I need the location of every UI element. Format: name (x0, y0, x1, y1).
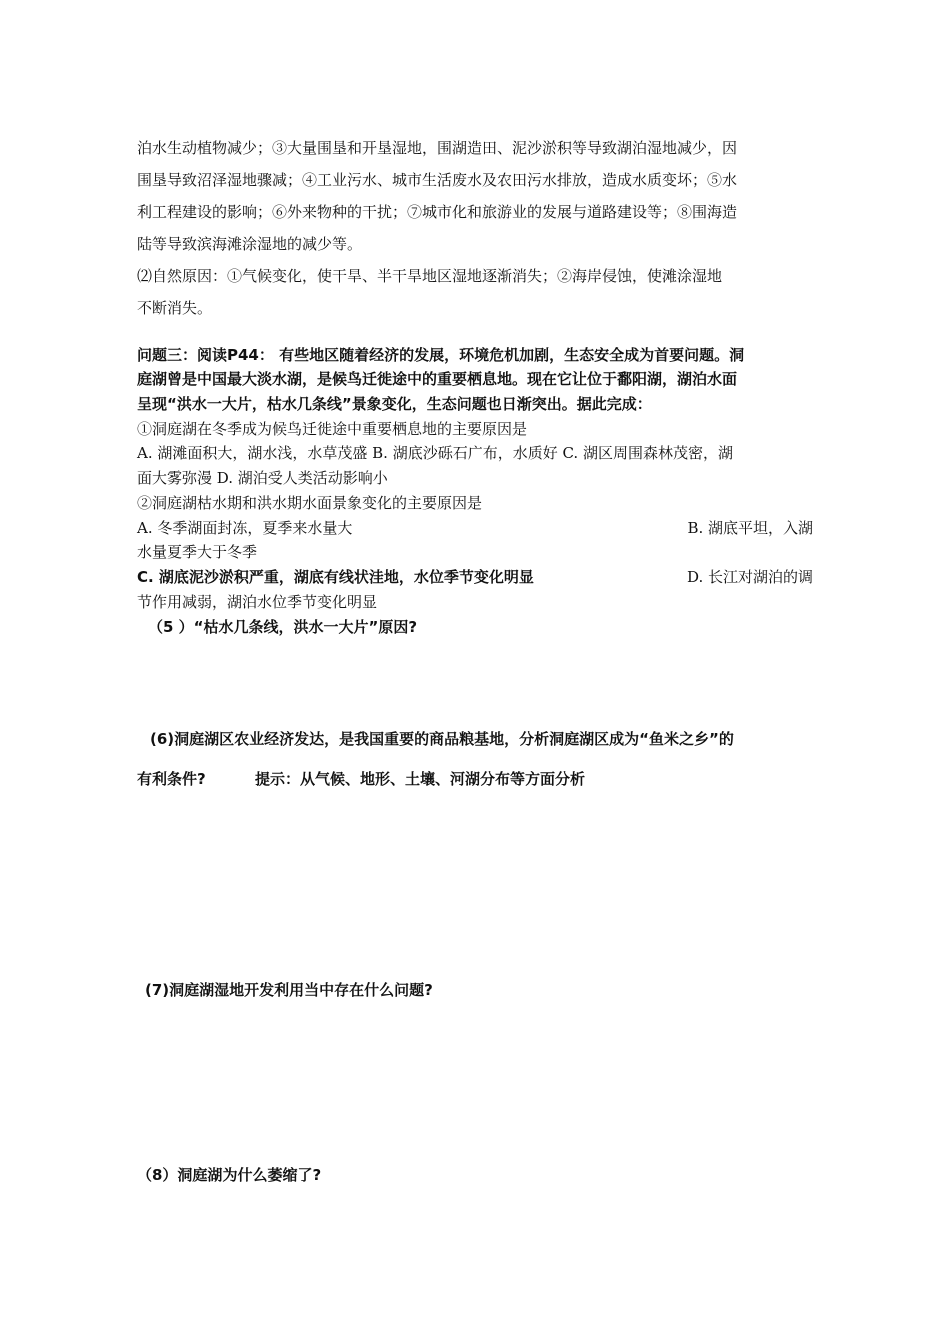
sub-question-2-options-row (137, 567, 813, 587)
question-three-line: 呈现“洪水一大片，枯水几条线”景象变化，生态问题也日渐突出。据此完成： (137, 395, 652, 413)
paragraph-line: 泊水生动植物减少；③大量围垦和开垦湿地，围湖造田、泥沙淤积等导致湖泊湿地减少，因 (137, 139, 738, 157)
question-three-line: 庭湖曾是中国最大淡水湖，是候鸟迁徙途中的重要栖息地。现在它让位于鄱阳湖，湖泊水面 (137, 370, 738, 388)
sub-question-1-options: 面大雾弥漫 D. 湖泊受人类活动影响小 (137, 469, 388, 487)
option-d-continued: 节作用减弱，湖泊水位季节变化明显 (137, 593, 378, 611)
option-b: B. 湖底平坦，入湖 (687, 519, 813, 537)
question-8: （8）洞庭湖为什么萎缩了? (137, 1166, 322, 1184)
question-three-line: 问题三：阅读P44： 有些地区随着经济的发展，环境危机加剧，生态安全成为首要问题。洞 (137, 346, 745, 364)
paragraph-line: ⑵自然原因：①气候变化，使干旱、半干旱地区湿地逐渐消失；②海岸侵蚀，使滩涂湿地 (137, 267, 723, 285)
option-b-continued: 水量夏季大于冬季 (137, 543, 258, 561)
option-c: C. 湖底泥沙淤积严重，湖底有线状洼地，水位季节变化明显 (137, 568, 534, 586)
question-7: (7)洞庭湖湿地开发利用当中存在什么问题? (145, 981, 433, 999)
question-6-line-1: (6)洞庭湖区农业经济发达，是我国重要的商品粮基地，分析洞庭湖区成为“鱼米之乡”的 (150, 730, 734, 748)
paragraph-line: 陆等导致滨海滩涂湿地的减少等。 (137, 235, 363, 253)
option-a: A. 冬季湖面封冻，夏季来水量大 (137, 519, 353, 537)
sub-question-2-options-row (137, 518, 813, 538)
paragraph-line: 不断消失。 (137, 299, 213, 317)
option-d: D. 长江对湖泊的调 (686, 568, 813, 586)
sub-question-1-stem: ①洞庭湖在冬季成为候鸟迁徙途中重要栖息地的主要原因是 (137, 420, 528, 438)
paragraph-line: 围垦导致沼泽湿地骤减；④工业污水、城市生活废水及农田污水排放，造成水质变坏；⑤水 (137, 171, 738, 189)
sub-question-1-options: A. 湖滩面积大，湖水浅，水草茂盛 B. 湖底沙砾石广布，水质好 C. 湖区周围森林茂密，湖 (137, 444, 733, 462)
paragraph-line: 利工程建设的影响；⑥外来物种的干扰；⑦城市化和旅游业的发展与道路建设等；⑧围海造 (137, 203, 738, 221)
question-5: （5 ）“枯水几条线，洪水一大片”原因? (148, 618, 418, 636)
question-6-line-2a: 有利条件? (137, 770, 206, 788)
sub-question-2-stem: ②洞庭湖枯水期和洪水期水面景象变化的主要原因是 (137, 494, 483, 512)
question-6-hint: 提示：从气候、地形、土壤、河湖分布等方面分析 (255, 770, 586, 788)
